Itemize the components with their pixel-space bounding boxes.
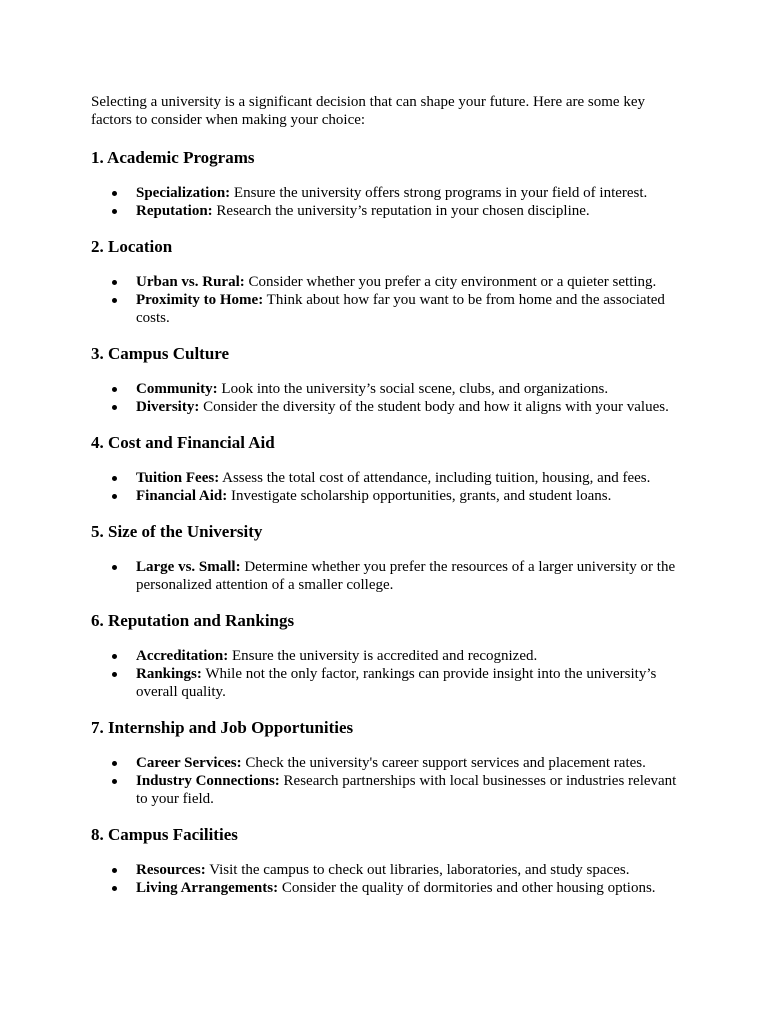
bullet-icon: [112, 886, 117, 891]
bullet-item: [91, 754, 678, 772]
section-7: [91, 718, 678, 808]
bullet-text: Check the university's career support services and placement rates.: [245, 755, 646, 771]
bullet-text: Consider whether you prefer a city environment or a quieter setting.: [248, 274, 657, 290]
bullet-item: [91, 469, 678, 487]
bullet-label: Career Services:: [136, 755, 242, 771]
section-6: [91, 611, 678, 701]
section-heading: 1. Academic Programs: [91, 148, 255, 167]
bullet-label: Financial Aid:: [136, 488, 228, 504]
bullet-item: [91, 202, 678, 220]
section-heading: 4. Cost and Financial Aid: [91, 433, 275, 452]
bullet-icon: [112, 672, 117, 677]
bullet-label: Accreditation:: [136, 648, 229, 664]
section-1: [91, 148, 678, 220]
bullet-text: Research the university’s reputation in your chosen discipline.: [216, 203, 590, 219]
bullet-text: Look into the university’s social scene, clubs, and organizations.: [221, 381, 609, 397]
bullet-icon: [112, 868, 117, 873]
sections-container: [91, 148, 678, 897]
section-5: [91, 522, 678, 594]
bullet-item: [91, 665, 678, 701]
bullet-icon: [112, 476, 117, 481]
bullet-label: Proximity to Home:: [136, 292, 264, 308]
bullet-text: Research partnerships with local businesses or industries relevant to your field.: [136, 773, 677, 807]
bullet-list: [91, 861, 678, 897]
bullet-item: [91, 184, 678, 202]
bullet-label: Resources:: [136, 862, 206, 878]
bullet-label: Industry Connections:: [136, 773, 280, 789]
bullet-text: Ensure the university is accredited and recognized.: [231, 648, 538, 664]
bullet-icon: [112, 405, 117, 410]
bullet-item: [91, 772, 678, 808]
bullet-text: Think about how far you want to be from home and the associated costs.: [136, 292, 665, 326]
bullet-icon: [112, 761, 117, 766]
section-2: [91, 237, 678, 327]
bullet-text: Visit the campus to check out libraries, laboratories, and study spaces.: [209, 862, 630, 878]
bullet-item: [91, 398, 678, 416]
bullet-icon: [112, 298, 117, 303]
section-heading: 2. Location: [91, 237, 173, 256]
bullet-icon: [112, 209, 117, 214]
bullet-item: [91, 647, 678, 665]
section-heading: 8. Campus Facilities: [91, 825, 238, 844]
bullet-label: Large vs. Small:: [136, 559, 241, 575]
bullet-item: [91, 558, 678, 594]
bullet-item: [91, 879, 678, 897]
bullet-icon: [112, 280, 117, 285]
bullet-text: Assess the total cost of attendance, including tuition, housing, and fees.: [222, 470, 651, 486]
bullet-item: [91, 487, 678, 505]
bullet-text: Consider the quality of dormitories and other housing options.: [281, 880, 656, 896]
bullet-label: Rankings:: [136, 666, 202, 682]
bullet-item: [91, 291, 678, 327]
bullet-label: Living Arrangements:: [136, 880, 279, 896]
bullet-label: Tuition Fees:: [136, 470, 220, 486]
intro-paragraph: Selecting a university is a significant decision that can shape your future. Here are some key factors to consider when making your choice:: [91, 94, 645, 128]
section-heading: 7. Internship and Job Opportunities: [91, 718, 354, 737]
section-3: [91, 344, 678, 416]
bullet-list: [91, 380, 678, 416]
section-heading: 5. Size of the University: [91, 522, 263, 541]
bullet-list: [91, 754, 678, 808]
section-heading: 6. Reputation and Rankings: [91, 611, 295, 630]
section-heading: 3. Campus Culture: [91, 344, 230, 363]
bullet-icon: [112, 387, 117, 392]
bullet-text: While not the only factor, rankings can provide insight into the university’s overall quality.: [136, 666, 657, 700]
section-4: [91, 433, 678, 505]
bullet-list: [91, 558, 678, 594]
bullet-icon: [112, 654, 117, 659]
bullet-list: [91, 469, 678, 505]
bullet-label: Reputation:: [136, 203, 213, 219]
bullet-text: Investigate scholarship opportunities, grants, and student loans.: [231, 488, 612, 504]
bullet-item: [91, 380, 678, 398]
section-8: [91, 825, 678, 897]
bullet-label: Community:: [136, 381, 218, 397]
bullet-icon: [112, 494, 117, 499]
bullet-text: Consider the diversity of the student body and how it aligns with your values.: [203, 399, 669, 415]
bullet-icon: [112, 565, 117, 570]
bullet-icon: [112, 191, 117, 196]
bullet-list: [91, 273, 678, 327]
bullet-text: Ensure the university offers strong programs in your field of interest.: [233, 185, 648, 201]
bullet-label: Specialization:: [136, 185, 231, 201]
bullet-label: Urban vs. Rural:: [136, 274, 245, 290]
bullet-item: [91, 273, 678, 291]
bullet-text: Determine whether you prefer the resources of a larger university or the personalized attention of a smaller college.: [136, 559, 676, 593]
bullet-list: [91, 184, 678, 220]
bullet-list: [91, 647, 678, 701]
bullet-icon: [112, 779, 117, 784]
bullet-label: Diversity:: [136, 399, 200, 415]
bullet-item: [91, 861, 678, 879]
